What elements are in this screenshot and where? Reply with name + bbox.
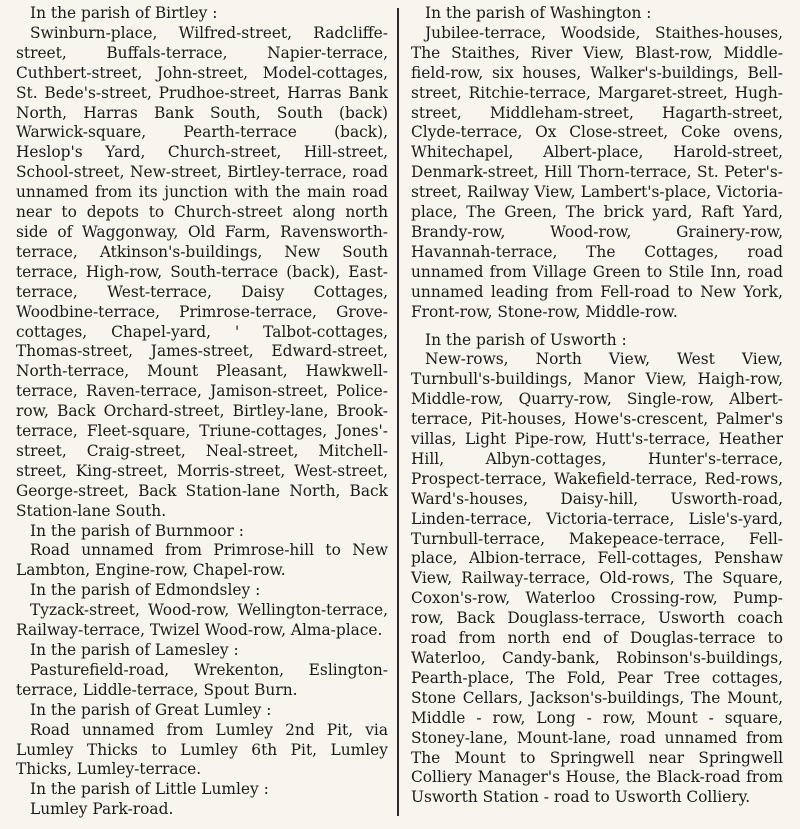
parish-heading: In the parish of Birtley : <box>30 4 218 22</box>
right-column <box>411 4 783 808</box>
parish-heading: In the parish of Great Lumley : <box>30 700 272 719</box>
parish-heading: In the parish of Lamesley : <box>30 641 239 659</box>
street-list: Road unnamed from Lumley 2nd Pit, via Lumley Thicks to Lumley 6th Pit, Lumley Thicks, Lumley-terrace. <box>16 720 388 779</box>
parish-section-edmondsley <box>16 581 388 641</box>
parish-section-washington <box>411 4 783 323</box>
parish-section-great-lumley <box>16 701 388 781</box>
street-list: Road unnamed from Primrose-hill to New Lambton, Engine-row, Chapel-row. <box>16 541 388 580</box>
left-column <box>16 4 388 820</box>
parish-heading: In the parish of Little Lumley : <box>30 780 269 799</box>
street-list: Swinburn-place, Wilfred-street, Radcliffe-street, Buffals-terrace, Napier-terrace, Cuthbert-street, John-street, Model-cottages, St. Bede's-street, Prudhoe-street, Harras Bank North, Harras Bank South, South (back) Warwick-square, Pearth-terrace (back), Heslop's Yard, Church-street, Hill-street, School-street, New-street, Birtley-terrace, road unnamed from its junction with the main road near to depots to Church-street along north side of Waggonway, Old Farm, Ravensworth-terrace, Atkinson's-buildings, New South terrace, High-row, South-terrace (back), East-terrace, West-terrace, Daisy Cottages, Woodbine-terrace, Primrose-terrace, Grove-cottages, Chapel-yard, ' Talbot-cottages, Thomas-street, James-street, Edward-street, North-terrace, Mount Pleasant, Hawkwell-terrace, Raven-terrace, Jamison-street, Police-row, Back Orchard-street, Birtley-lane, Brook-terrace, Fleet-square, Triune-cottages, Jones'-street, Craig-street, Neal-street, Mitchell-street, King-street, Morris-street, West-street, George-street, Back Station-lane North, Back Station-lane South. <box>16 23 388 520</box>
parish-section-little-lumley <box>16 780 388 820</box>
parish-section-burnmoor <box>16 522 388 582</box>
street-list: Jubilee-terrace, Woodside, Staithes-houses, The Staithes, River View, Blast-row, Middle-field-row, six houses, Walker's-buildings, Bell-street, Ritchie-terrace, Margaret-street, Hugh-street, Middleham-street, Hagarth-street, Clyde-terrace, Ox Close-street, Coke ovens, Whitechapel, Albert-place, Harold-street, Denmark-street, Hill Thorn-terrace, St. Peter's-street, Railway View, Lambert's-place, Victoria-place, The Green, The brick yard, Raft Yard, Brandy-row, Wood-row, Grainery-row, Havannah-terrace, The Cottages, road unnamed from Village Green to Stile Inn, road unnamed leading from Fell-road to New York, Front-row, Stone-row, Middle-row. <box>411 23 783 321</box>
parish-heading: In the parish of Usworth : <box>425 330 627 349</box>
street-list: Tyzack-street, Wood-row, Wellington-terrace, Railway-terrace, Twizel Wood-row, Alma-place. <box>16 601 388 640</box>
column-divider <box>397 8 399 816</box>
parish-section-lamesley <box>16 641 388 701</box>
parish-heading: In the parish of Washington : <box>425 4 652 22</box>
parish-heading: In the parish of Edmondsley : <box>30 581 261 600</box>
street-list: New-rows, North View, West View, Turnbull's-buildings, Manor View, Haigh-row, Middle-row, Quarry-row, Single-row, Albert-terrace, Pit-houses, Howe's-crescent, Palmer's villas, Light Pipe-row, Hutt's-terrace, Heather Hill, Albyn-cottages, Hunter's-terrace, Prospect-terrace, Wakefield-terrace, Red-rows, Ward's-houses, Daisy-hill, Usworth-road, Linden-terrace, Victoria-terrace, Lisle's-yard, Turnbull-terrace, Makepeace-terrace, Fell-place, Albion-terrace, Fell-cottages, Penshaw View, Railway-terrace, Old-rows, The Square, Coxon's-row, Waterloo Crossing-row, Pump-row, Back Douglass-terrace, Usworth coach road from north end of Douglas-terrace to Waterloo, Candy-bank, Robinson's-buildings, Pearth-place, The Fold, Pear Tree cottages, Stone Cellars, Jackson's-buildings, The Mount, Middle - row, Long - row, Mount - square, Stoney-lane, Mount-lane, road unnamed from The Mount to Springwell near Springwell Colliery Manager's House, the Black-road from Usworth Station - road to Usworth Colliery. <box>411 350 783 807</box>
street-list: Lumley Park-road. <box>30 800 174 819</box>
parish-heading: In the parish of Burnmoor : <box>30 521 244 540</box>
parish-section-usworth <box>411 331 783 809</box>
parish-section-birtley <box>16 4 388 522</box>
street-list: Pasturefield-road, Wrekenton, Eslington-terrace, Liddle-terrace, Spout Burn. <box>16 660 388 699</box>
